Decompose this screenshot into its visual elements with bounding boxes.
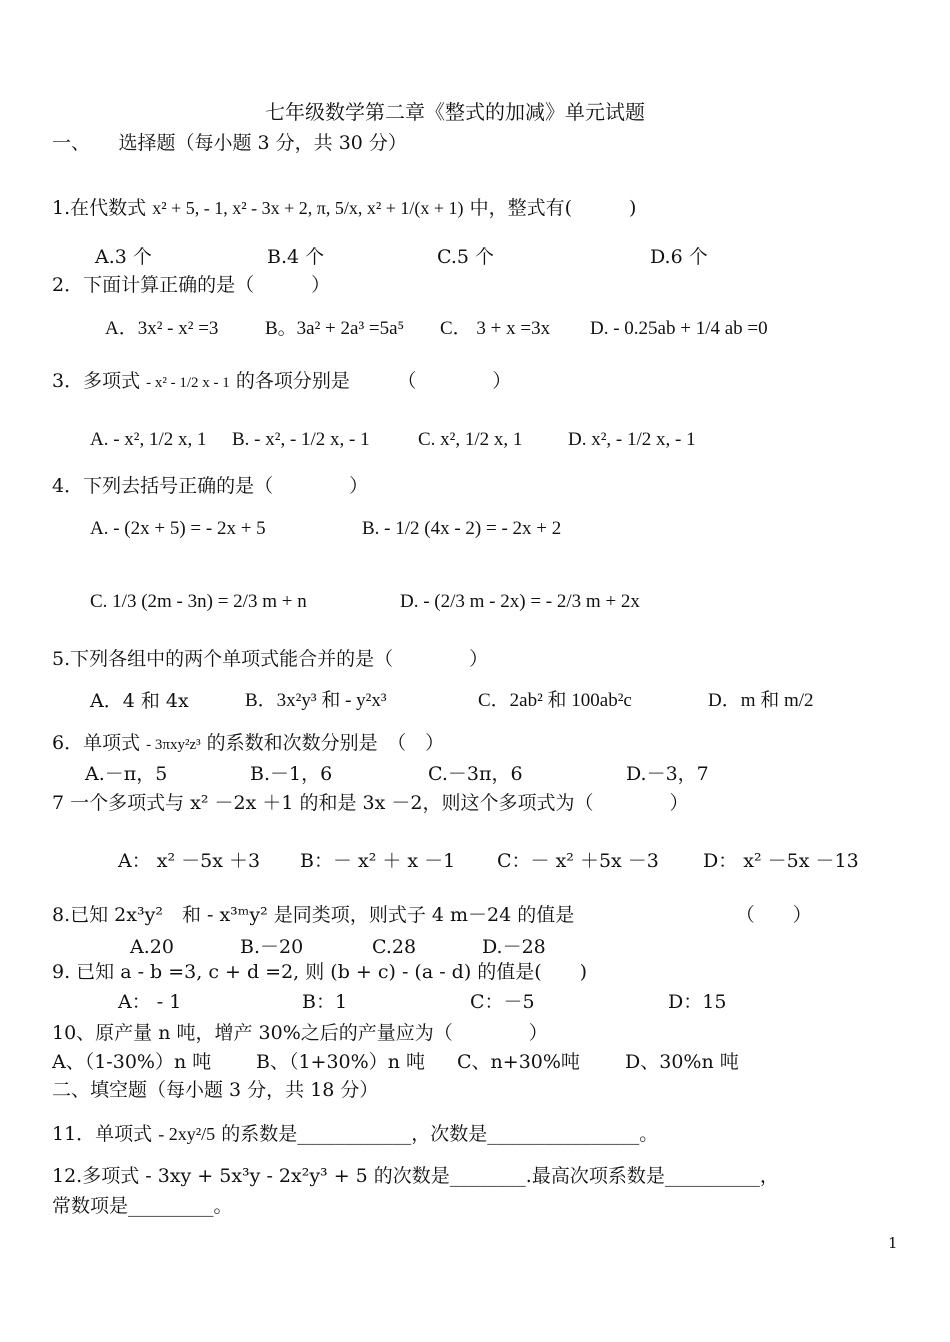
- q10-option-b: B、（1+30%）n 吨: [256, 1051, 425, 1073]
- q1-option-a: A.3 个: [95, 246, 152, 268]
- page-number: 1: [888, 1234, 898, 1252]
- q4-option-b: B. - 1/2 (4x - 2) = - 2x + 2: [362, 518, 562, 539]
- section-2-heading: 二、填空题（每小题 3 分，共 18 分）: [52, 1079, 379, 1101]
- q12-stem: 12.多项式 - 3xy + 5x³y - 2x²y³ + 5 的次数是________.最高次项系数是__________，: [52, 1165, 779, 1187]
- q4-stem: 4．下列去括号正确的是（ ）: [52, 475, 369, 497]
- q8-option-b: B.－20: [240, 936, 304, 958]
- q3-option-c: C. x², 1/2 x, 1: [418, 429, 523, 450]
- q3-option-d: D. x², - 1/2 x, - 1: [568, 429, 696, 450]
- q7-stem: 7 一个多项式与 x² －2x ＋1 的和是 3x －2，则这个多项式为（ ）: [52, 792, 689, 814]
- q11-stem-tail: 的系数是____________，次数是________________。: [221, 1123, 659, 1145]
- q3-option-a: A. - x², 1/2 x, 1: [90, 429, 207, 450]
- q11-stem-text: 11．单项式: [52, 1123, 153, 1145]
- q1-stem-text: 1.在代数式: [52, 197, 147, 219]
- q3-stem-text: 3．多项式: [52, 370, 141, 392]
- q9-option-b: B：1: [302, 991, 348, 1013]
- q1-stem: [52, 195, 636, 221]
- q6-stem-text: 6．单项式: [52, 732, 141, 754]
- q10-option-a: A、（1-30%）n 吨: [52, 1051, 212, 1073]
- q2-stem: 2．下面计算正确的是（ ）: [52, 274, 331, 296]
- q11-stem: [52, 1121, 658, 1147]
- q3-stem-tail: 的各项分别是 （ ）: [235, 370, 512, 392]
- q10-stem: 10、原产量 n 吨，增产 30%之后的产量应为（ ）: [52, 1022, 548, 1044]
- q5-option-b: B．3x²y³ 和 - y²x³: [245, 690, 387, 711]
- q1-option-c: C.5 个: [437, 246, 495, 268]
- q3-stem: [52, 368, 511, 396]
- q2-option-a: A．3x² - x² =3: [105, 318, 219, 339]
- q12-stem-continued: 常数项是_________。: [52, 1195, 233, 1217]
- q11-expression: - 2xy²/5: [158, 1124, 216, 1144]
- q4-option-c: C. 1/3 (2m - 3n) = 2/3 m + n: [90, 591, 307, 612]
- q5-option-c: C．2ab² 和 100ab²c: [478, 690, 632, 711]
- q3-expression: - x² - 1/2 x - 1: [146, 375, 230, 391]
- q7-option-d: D： x² －5x －13: [703, 850, 859, 872]
- section-1-heading: 一、 选择题（每小题 3 分，共 30 分）: [52, 132, 407, 154]
- q6-option-c: C.－3π，6: [428, 763, 523, 785]
- q8-option-c: C.28: [372, 936, 417, 958]
- q8-stem: 8.已知 2x³y² 和 - x³ᵐy² 是同类项，则式子 4 m－24 的值是 （ ）: [52, 904, 812, 926]
- q8-option-a: A.20: [130, 936, 174, 958]
- q10-option-d: D、30%n 吨: [625, 1051, 739, 1073]
- q1-tail: 中，整式有( ): [469, 197, 637, 219]
- q5-option-a: A．4 和 4x: [90, 690, 189, 712]
- q6-expression: - 3πxy²z³: [146, 737, 201, 753]
- q4-option-d: D. - (2/3 m - 2x) = - 2/3 m + 2x: [400, 591, 640, 612]
- q6-option-a: A.－π，5: [85, 763, 168, 785]
- q5-stem: 5.下列各组中的两个单项式能合并的是（ ）: [52, 648, 489, 670]
- q9-stem: 9. 已知 a - b =3, c + d =2, 则 (b + c) - (a - d) 的值是( ): [52, 961, 588, 983]
- q7-option-c: C：－ x² ＋5x －3: [497, 850, 659, 872]
- q3-option-b: B. - x², - 1/2 x, - 1: [232, 429, 370, 450]
- q2-option-b: B。3a² + 2a³ =5a⁵: [265, 318, 405, 339]
- q6-stem-tail: 的系数和次数分别是 （ ）: [206, 732, 445, 754]
- q7-option-a: A： x² －5x ＋3: [118, 850, 261, 872]
- q10-option-c: C、n+30%吨: [457, 1051, 580, 1073]
- q7-option-b: B：－ x² ＋ x －1: [300, 850, 456, 872]
- page-title: 七年级数学第二章《整式的加减》单元试题: [265, 100, 645, 124]
- q1-option-b: B.4 个: [267, 246, 325, 268]
- q8-option-d: D.－28: [482, 936, 546, 958]
- q6-option-d: D.－3，7: [626, 763, 709, 785]
- q2-option-d: D. - 0.25ab + 1/4 ab =0: [590, 318, 768, 339]
- q1-option-d: D.6 个: [650, 246, 708, 268]
- q9-option-c: C：－5: [470, 991, 535, 1013]
- q9-option-a: A： - 1: [118, 991, 182, 1013]
- q4-option-a: A. - (2x + 5) = - 2x + 5: [90, 518, 266, 539]
- q9-option-d: D：15: [668, 991, 727, 1013]
- q6-stem: [52, 730, 444, 758]
- q2-option-c: C． 3 + x =3x: [440, 318, 551, 339]
- q1-expression: x² + 5, - 1, x² - 3x + 2, π, 5/x, x² + 1/(x + 1): [152, 198, 464, 218]
- q5-option-d: D．m 和 m/2: [708, 690, 814, 711]
- q6-option-b: B.－1，6: [250, 763, 333, 785]
